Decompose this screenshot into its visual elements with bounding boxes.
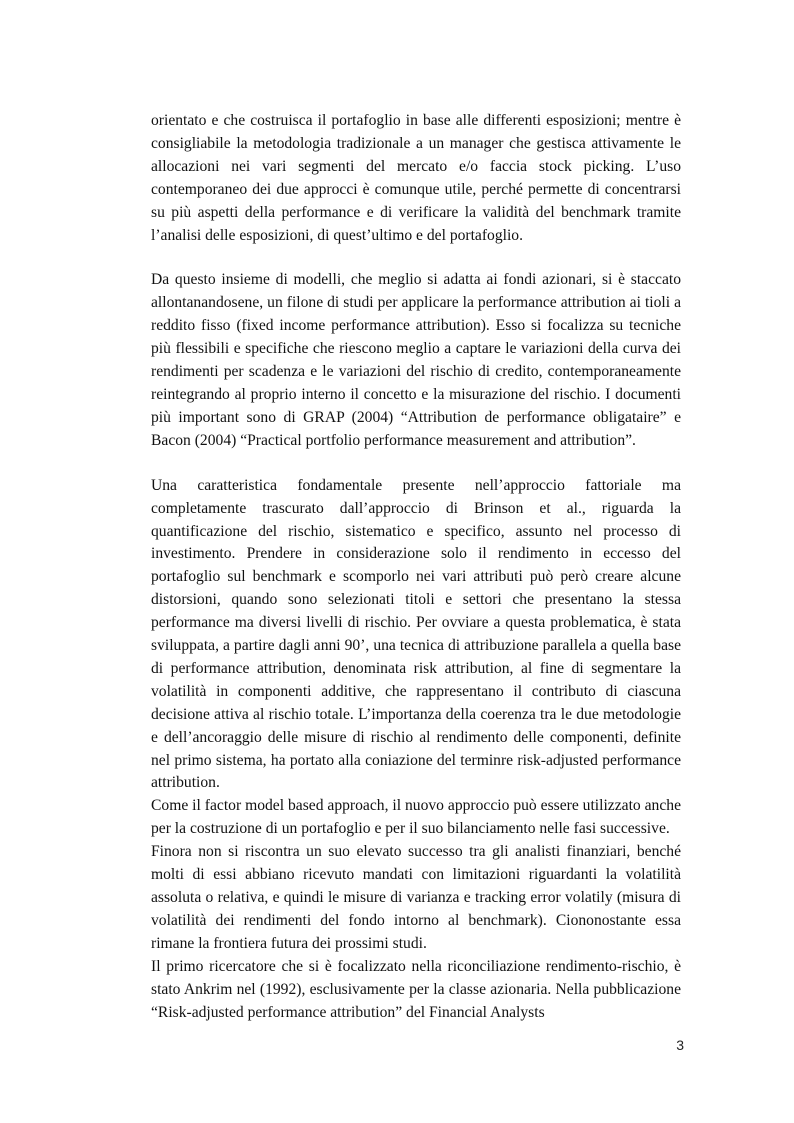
page-number: 3: [676, 1037, 684, 1053]
paragraph-factor-model: Come il factor model based approach, il nuovo approccio può essere utilizzato anche per la costruzione di un portafoglio e per il suo bilanciamento nelle fasi successive.: [151, 797, 681, 838]
body-text: [151, 110, 681, 1024]
paragraph-fixed-income: Da questo insieme di modelli, che meglio si adatta ai fondi azionari, si è staccato allontanandosene, un filone di studi per applicare la performance attribution ai tioli a reddito fisso (fixed income performance attribution). Esso si focalizza su tecniche più flessibili e specifiche che riescono meglio a captare le variazioni della curva dei rendimenti per scadenza e le variazioni del rischio di credito, contemporaneamente reintegrando al proprio interno il concetto e la misurazione del rischio. I documenti più important sono di GRAP (2004) “Attribution de performance obligataire” e Bacon (2004) “Practical portfolio performance measurement and attribution”.: [151, 271, 681, 449]
paragraph-risk-attribution: Una caratteristica fondamentale presente nell’approccio fattoriale ma completamente trascurato dall’approccio di Brinson et al., riguarda la quantificazione del rischio, sistematico e specifico, assunto nel processo di investimento. Prendere in considerazione solo il rendimento in eccesso del portafoglio sul benchmark e scomporlo nei vari attributi può però creare alcune distorsioni, quando sono selezionati titoli e settori che presentano la stessa performance ma diversi livelli di rischio. Per ovviare a questa problematica, è stata sviluppata, a partire dagli anni 90’, una tecnica di attribuzione parallela a quella base di performance attribution, denominata risk attribution, al fine di segmentare la volatilità in componenti additive, che rappresentano il contributo di ciascuna decisione attiva al rischio totale. L’importanza della coerenza tra le due metodologie e dell’ancoraggio delle misure di rischio al rendimento delle componenti, definite nel primo sistema, ha portato alla coniazione del terminre risk-adjusted performance attribution.: [151, 476, 681, 792]
paragraph-exposure-approach: orientato e che costruisca il portafoglio in base alle differenti esposizioni; mentre è consigliabile la metodologia tradizionale a un manager che gestisca attivamente le allocazioni nei vari segmenti del mercato e/o faccia stock picking. L’uso contemporaneo dei due approcci è comunque utile, perché permette di concentrarsi su più aspetti della performance e di verificare la validità del benchmark tramite l’analisi delle esposizioni, di quest’ultimo e del portafoglio.: [151, 112, 681, 244]
paragraph-ankrim: Il primo ricercatore che si è focalizzato nella riconciliazione rendimento-rischio, è stato Ankrim nel (1992), esclusivamente per la classe azionaria. Nella pubblicazione “Risk-adjusted performance attribution” del Financial Analysts: [151, 957, 681, 1021]
paragraph-analysts: Finora non si riscontra un suo elevato successo tra gli analisti finanziari, benché molti di essi abbiano ricevuto mandati con limitazioni riguardanti la volatilità assoluta o relativa, e quindi le misure di varianza e tracking error volatily (misura di volatilità dei rendimenti del fondo intorno al benchmark). Ciononostante essa rimane la frontiera futura dei prossimi studi.: [151, 843, 681, 952]
